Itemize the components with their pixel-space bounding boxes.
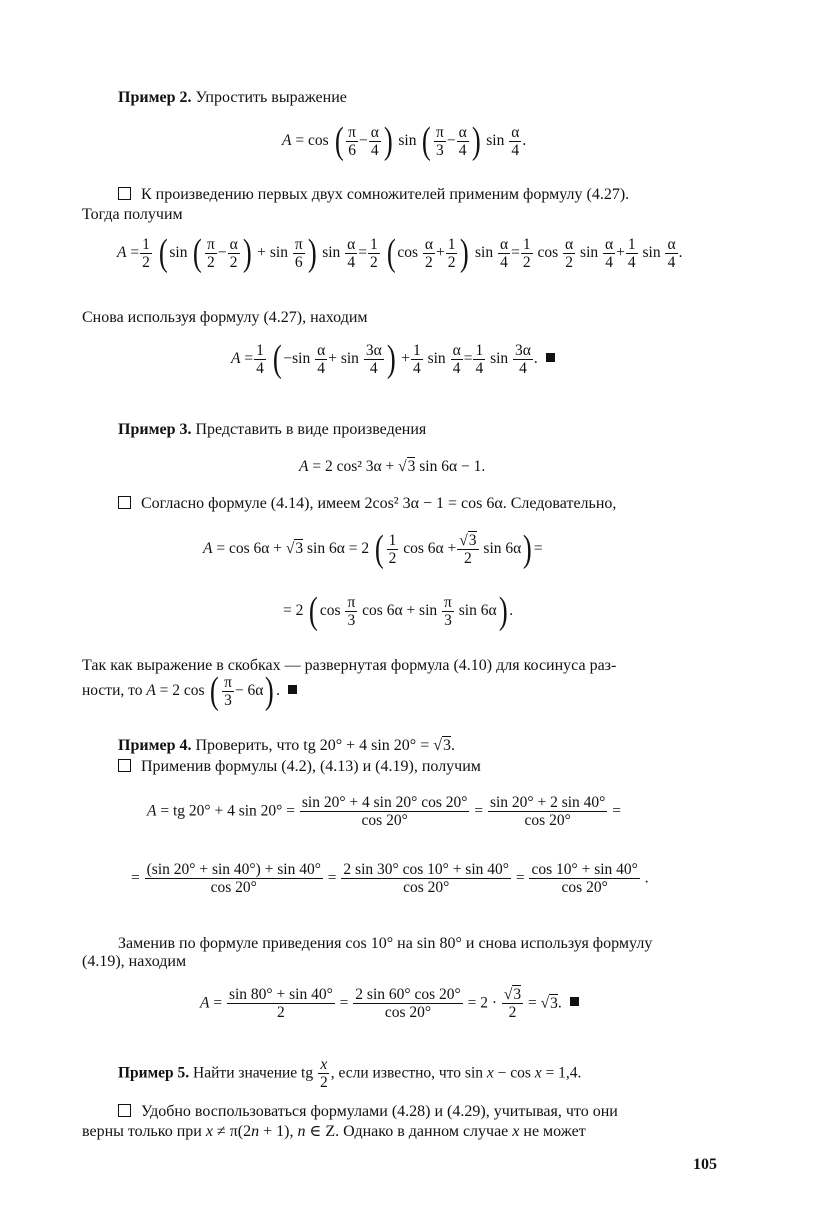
ex3-solution-line1: Согласно формуле (4.14), имеем 2cos² 3α − 1 = cos 6α. Следовательно, (118, 494, 616, 514)
example-5-heading: Пример 5. Найти значение tg $\frac{x}{2}$ , если известно, что sin x − cos x = 1,4. (118, 1056, 582, 1091)
ex4-solution-line2: Заменив по формуле приведения cos 10° на sin 80° и снова используя формулу (118, 935, 653, 952)
formula-ex4-c: A = $\frac{\sin 80^\circ + \sin 40^\circ}{2}$ = $\frac{2 \sin 60^\circ \cos 20^\circ}{\cos 20^\circ}$ = 2 · $\frac{√3}{2}$ = √3. (200, 986, 579, 1021)
example-task: Упростить выражение (195, 89, 347, 106)
formula-ex3-b: A = cos 6α + √3 sin 6α = 2 ( $\frac{1}{2}$ cos 6α + $\frac{√3}{2}$ sin 6α) = (203, 528, 543, 570)
page-number: 105 (693, 1156, 717, 1173)
example-label: Пример 2. (118, 89, 192, 106)
formula-ex2-a: A = cos ( $\frac{\pi}{6}$ − $\frac{\alpha}{4}$ ) sin ( $\frac{\pi}{3}$ − $\frac{\alpha}{4}$ ) sin $\frac{\alpha}{4}$ . (282, 120, 527, 162)
solution-start-square (118, 187, 131, 200)
formula-ex3-c: = 2 ( cos $\frac{\pi}{3}$ cos 6α + sin $\frac{\pi}{3}$ sin 6α) . (283, 590, 514, 632)
ex5-solution-line1: Удобно воспользоваться формулами (4.28) и (4.29), учитывая, что они (118, 1102, 618, 1122)
end-of-proof-square (546, 353, 555, 362)
ex4-solution-line3: (4.19), находим (82, 953, 187, 970)
formula-ex3-a: A = 2 cos² 3α + √3 sin 6α − 1. (299, 458, 486, 475)
example-4-heading: Пример 4. Проверить, что tg 20° + 4 sin 20° = √3. (118, 737, 456, 754)
ex2-solution-line2: Тогда получим (82, 206, 183, 223)
formula-ex2-c: A = $\frac{1}{4}$ ( −sin $\frac{\alpha}{4}$ + sin $\frac{3\alpha}{4}$ ) + $\frac{1}{4}$ sin $\frac{\alpha}{4}$ = $\frac{1}{4}$ sin $\frac{3\alpha}{4}$ . (231, 340, 555, 378)
ex2-solution-line3: Снова используя формулу (4.27), находим (82, 309, 368, 326)
ex4-solution-line1: Применив формулы (4.2), (4.13) и (4.19), получим (118, 757, 481, 777)
example-2-heading (118, 88, 347, 108)
ex5-solution-line2: верны только при x ≠ π(2n + 1), n ∈ Z. Однако в данном случае x не может (82, 1123, 586, 1140)
formula-ex4-b: = $\frac{(\sin 20^\circ + \sin 40^\circ) + \sin 40^\circ}{\cos 20^\circ}$ = $\frac{2 \sin 30^\circ \cos 10^\circ + \sin 40^\circ}{\cos 20^\circ}$ = $\frac{\cos 10^\circ + \sin 40^\circ}{\cos 20^\circ}$ . (131, 861, 649, 896)
formula-ex4-a: A = tg 20° + 4 sin 20° = $\frac{\sin 20^\circ + 4 \sin 20^\circ \cos 20^\circ}{\cos 20^\circ}$ = $\frac{\sin 20^\circ + 2 \sin 40^\circ}{\cos 20^\circ}$ = (147, 794, 622, 829)
example-3-heading: Пример 3. Представить в виде произведения (118, 421, 427, 438)
ex2-solution-line1: К произведению первых двух сомножителей применим формулу (4.27). (118, 185, 629, 205)
ex3-solution-line3: ности, то A = 2 cos ( $\frac{\pi}{3}$ − 6α) . (82, 672, 297, 710)
formula-ex2-b: A = $\frac{1}{2}$ ( sin ( $\frac{\pi}{2}$ − $\frac{\alpha}{2}$ ) + sin $\frac{\pi}{6}$ ) sin $\frac{\alpha}{4}$ = $\frac{1}{2}$ ( cos $\frac{\alpha}{2}$ + $\frac{1}{2}$ ) sin $\frac{\alpha}{4}$ = $\frac{1}{2}$ cos $\frac{\alpha}{2}$ sin $\frac{\alpha}{4}$ + $\frac{1}{4}$ sin $\frac{\alpha}{4}$ . (117, 232, 683, 274)
ex3-solution-line2: Так как выражение в скобках — развернутая формула (4.10) для косинуса раз- (82, 657, 617, 674)
